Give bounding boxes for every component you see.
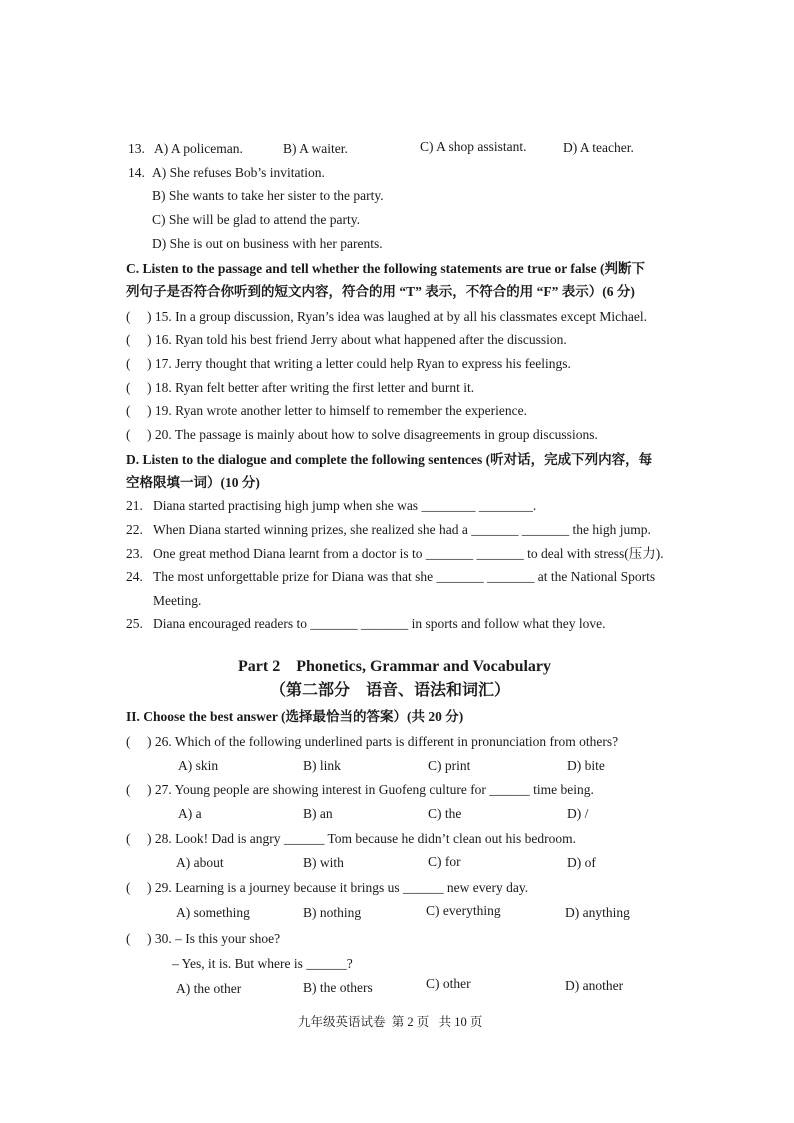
q20-statement: [147, 426, 598, 444]
q29-answer-paren[interactable]: (: [126, 880, 131, 895]
q15-close-paren: ): [147, 309, 152, 324]
q24-sentence[interactable]: The most unforgettable prize for Diana was that she _______ _______ at the National Sports: [153, 569, 656, 584]
q21-number: 21.: [126, 498, 143, 513]
q27-stem: ) 27. Young people are showing interest in Guofeng culture for ______ time being.: [147, 782, 594, 797]
q20-answer-paren[interactable]: (: [126, 427, 131, 442]
q19-text: 19. Ryan wrote another letter to himself to remember the experience.: [154, 403, 527, 418]
q24-number: 24.: [126, 569, 143, 584]
q19-statement: [147, 402, 527, 420]
q15-text: 15. In a group discussion, Ryan’s idea was laughed at by all his classmates except Michael.: [154, 309, 647, 324]
q30-answer-paren[interactable]: (: [126, 931, 131, 946]
q26-answer-paren[interactable]: (: [126, 734, 131, 749]
q13-option-c: C) A shop assistant.: [420, 139, 527, 154]
q27-option-c[interactable]: C) the: [428, 806, 462, 821]
q15-statement: [147, 308, 647, 326]
q27-option-a[interactable]: A) a: [178, 806, 202, 821]
q15-answer-paren[interactable]: (: [126, 309, 131, 324]
section-d-heading-line2: 空格限填一词）(10 分): [126, 475, 260, 490]
q28-option-a[interactable]: A) about: [176, 855, 224, 870]
q28-option-d[interactable]: D) of: [567, 855, 596, 870]
q30-stem-line1: ) 30. – Is this your shoe?: [147, 931, 281, 946]
q29-option-c[interactable]: C) everything: [426, 903, 501, 918]
q17-answer-paren[interactable]: (: [126, 356, 131, 371]
q27-answer-paren[interactable]: (: [126, 782, 131, 797]
part2-title: Part 2 Phonetics, Grammar and Vocabulary: [238, 658, 552, 675]
q17-text: 17. Jerry thought that writing a letter could help Ryan to express his feelings.: [154, 356, 571, 371]
q30-option-c[interactable]: C) other: [426, 976, 471, 991]
q18-text: 18. Ryan felt better after writing the first letter and burnt it.: [154, 380, 475, 395]
q14-option-d: D) She is out on business with her parents.: [152, 236, 383, 251]
section-c-heading-line2: 列句子是否符合你听到的短文内容，符合的用 “T” 表示，不符合的用 “F” 表示）(6 分): [126, 284, 635, 299]
q16-close-paren: ): [147, 332, 152, 347]
q28-answer-paren[interactable]: (: [126, 831, 131, 846]
q23-number: 23.: [126, 546, 143, 561]
q28-option-c[interactable]: C) for: [428, 854, 461, 869]
q23-sentence[interactable]: One great method Diana learnt from a doctor is to _______ _______ to deal with stress(压力).: [153, 546, 664, 561]
section-ii-heading: II. Choose the best answer (选择最恰当的答案）(共 20 分): [126, 709, 464, 724]
q20-close-paren: ): [147, 427, 152, 442]
q16-answer-paren[interactable]: (: [126, 332, 131, 347]
q27-option-b[interactable]: B) an: [303, 806, 333, 821]
q18-close-paren: ): [147, 380, 152, 395]
q13-option-d: D) A teacher.: [563, 140, 634, 155]
q16-text: 16. Ryan told his best friend Jerry about what happened after the discussion.: [154, 332, 567, 347]
q21-sentence[interactable]: Diana started practising high jump when she was ________ ________.: [153, 498, 537, 513]
q26-option-d[interactable]: D) bite: [567, 758, 605, 773]
q17-statement: [147, 355, 571, 373]
q18-statement: [147, 379, 474, 397]
q28-stem: ) 28. Look! Dad is angry ______ Tom because he didn’t clean out his bedroom.: [147, 831, 576, 846]
q13-option-a: A) A policeman.: [154, 141, 243, 156]
q27-option-d[interactable]: D) /: [567, 806, 589, 821]
q19-answer-paren[interactable]: (: [126, 403, 131, 418]
question-13-number: 13.: [128, 141, 145, 156]
q14-option-c: C) She will be glad to attend the party.: [152, 212, 360, 227]
part2-subtitle: （第二部分 语音、语法和词汇）: [270, 682, 511, 699]
q25-number: 25.: [126, 616, 143, 631]
q18-answer-paren[interactable]: (: [126, 380, 131, 395]
q14-option-a: A) She refuses Bob’s invitation.: [152, 165, 325, 180]
q28-option-b[interactable]: B) with: [303, 855, 344, 870]
q22-number: 22.: [126, 522, 143, 537]
q17-close-paren: ): [147, 356, 152, 371]
q30-stem-line2: – Yes, it is. But where is ______?: [172, 956, 353, 971]
q26-option-c[interactable]: C) print: [428, 758, 471, 773]
q16-statement: [147, 331, 567, 349]
q30-option-d[interactable]: D) another: [565, 978, 624, 993]
q29-option-b[interactable]: B) nothing: [303, 905, 362, 920]
q30-option-a[interactable]: A) the other: [176, 981, 242, 996]
q26-option-b[interactable]: B) link: [303, 758, 341, 773]
q20-text: 20. The passage is mainly about how to solve disagreements in group discussions.: [154, 427, 598, 442]
q22-sentence[interactable]: When Diana started winning prizes, she realized she had a _______ _______ the high jump.: [153, 522, 651, 537]
q19-close-paren: ): [147, 403, 152, 418]
section-c-heading-line1: C. Listen to the passage and tell whether the following statements are true or false (判断下: [126, 261, 645, 276]
q25-sentence[interactable]: Diana encouraged readers to _______ _______ in sports and follow what they love.: [153, 616, 606, 631]
question-14-number: 14.: [128, 165, 145, 180]
section-d-heading-line1: D. Listen to the dialogue and complete the following sentences (听对话，完成下列内容，每: [126, 452, 653, 467]
q26-option-a[interactable]: A) skin: [178, 758, 219, 773]
page-footer: 九年级英语试卷 第 2 页 共 10 页: [298, 1015, 483, 1029]
q29-stem: ) 29. Learning is a journey because it brings us ______ new every day.: [147, 880, 529, 895]
q13-option-b: B) A waiter.: [283, 141, 348, 156]
q30-option-b[interactable]: B) the others: [303, 980, 373, 995]
q14-option-b: B) She wants to take her sister to the party.: [152, 188, 384, 203]
q29-option-d[interactable]: D) anything: [565, 905, 630, 920]
q29-option-a[interactable]: A) something: [176, 905, 250, 920]
q24-sentence-cont: Meeting.: [153, 593, 202, 608]
q26-stem: ) 26. Which of the following underlined parts is different in pronunciation from others?: [147, 734, 619, 749]
